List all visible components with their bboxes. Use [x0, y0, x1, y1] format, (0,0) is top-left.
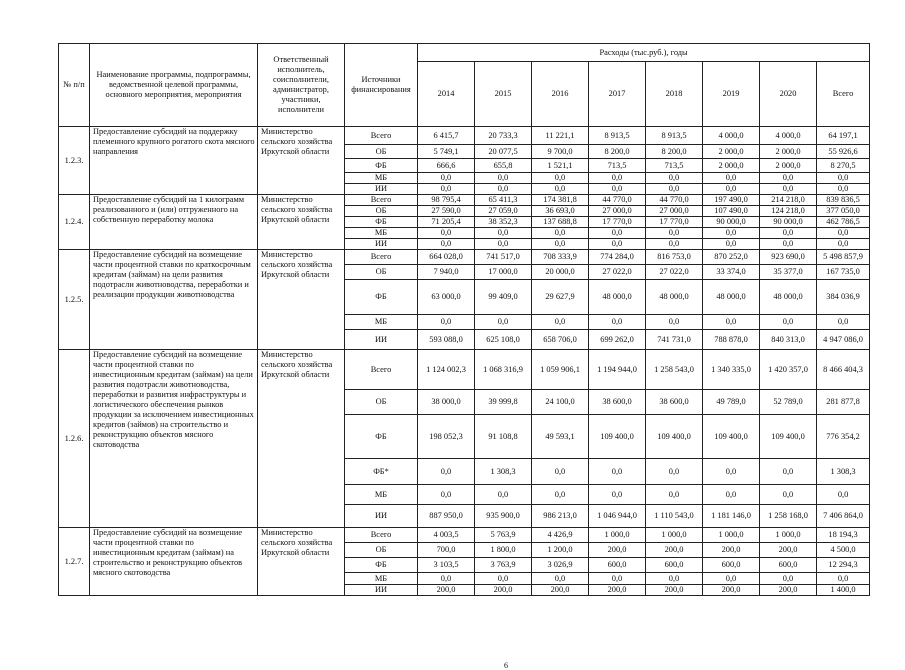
- cell-year-value: 0,0: [646, 184, 703, 195]
- cell-year-value: 36 693,0: [532, 206, 589, 217]
- item-responsible: Министерство сельского хозяйства Иркутской области: [258, 195, 345, 250]
- cell-year-value: 109 400,0: [760, 415, 817, 459]
- item-name: Предоставление субсидий на поддержку племенного крупного рогатого скота мясного направления: [90, 127, 258, 195]
- cell-year-value: 48 000,0: [760, 280, 817, 315]
- cell-year-value: 90 000,0: [703, 217, 760, 228]
- cell-year-value: 3 103,5: [418, 558, 475, 573]
- item-name: Предоставление субсидий на возмещение части процентной ставки по краткосрочным кредитам (займам) на цели развития подотрасли животноводства, переработки и реализации продукции животноводства: [90, 250, 258, 350]
- cell-year-value: 0,0: [532, 239, 589, 250]
- cell-year-value: 0,0: [532, 173, 589, 184]
- header-responsible: Ответственный исполнитель, соисполнители, администратор, участники, исполнители: [258, 44, 345, 127]
- cell-year-value: 0,0: [646, 573, 703, 585]
- cell-year-value: 1 181 146,0: [703, 505, 760, 528]
- cell-year-value: 8 913,5: [589, 127, 646, 145]
- cell-year-value: 35 377,0: [760, 265, 817, 280]
- cell-year-value: 713,5: [646, 159, 703, 173]
- cell-year-value: 1 000,0: [760, 528, 817, 543]
- cell-year-value: 741 517,0: [475, 250, 532, 265]
- cell-year-value: 8 913,5: [646, 127, 703, 145]
- cell-year-value: 625 108,0: [475, 330, 532, 350]
- table-row: [59, 250, 870, 265]
- cell-total: 5 498 857,9: [817, 250, 870, 265]
- cell-year-value: 593 088,0: [418, 330, 475, 350]
- table-row: [59, 195, 870, 206]
- cell-year-value: 816 753,0: [646, 250, 703, 265]
- cell-year-value: 655,8: [475, 159, 532, 173]
- header-source: Источники финансирования: [345, 44, 418, 127]
- cell-year-value: 197 490,0: [703, 195, 760, 206]
- cell-year-value: 0,0: [646, 459, 703, 485]
- cell-year-value: 200,0: [646, 585, 703, 596]
- cell-year-value: 1 046 944,0: [589, 505, 646, 528]
- cell-year-value: 708 333,9: [532, 250, 589, 265]
- cell-year-value: 0,0: [418, 573, 475, 585]
- cell-year-value: 0,0: [475, 228, 532, 239]
- cell-year-value: 1 000,0: [646, 528, 703, 543]
- cell-year-value: 20 077,5: [475, 145, 532, 159]
- cell-year-value: 9 700,0: [532, 145, 589, 159]
- cell-year-value: 24 100,0: [532, 390, 589, 415]
- item-number: 1.2.6.: [59, 350, 90, 528]
- header-name: Наименование программы, подпрограммы, ведомственной целевой программы, основного мероприятия, мероприятия: [90, 44, 258, 127]
- cell-year-value: 658 706,0: [532, 330, 589, 350]
- cell-year-value: 109 400,0: [703, 415, 760, 459]
- table-row: [59, 127, 870, 145]
- cell-year-value: 52 789,0: [760, 390, 817, 415]
- cell-year-value: 2 000,0: [703, 145, 760, 159]
- cell-year-value: 0,0: [760, 573, 817, 585]
- cell-year-value: 200,0: [703, 543, 760, 558]
- funding-source: МБ: [345, 173, 418, 184]
- cell-total: 384 036,9: [817, 280, 870, 315]
- cell-year-value: 2 000,0: [703, 159, 760, 173]
- cell-year-value: 0,0: [760, 459, 817, 485]
- cell-year-value: 0,0: [589, 459, 646, 485]
- cell-year-value: 109 400,0: [589, 415, 646, 459]
- cell-year-value: 38 352,3: [475, 217, 532, 228]
- item-responsible: Министерство сельского хозяйства Иркутской области: [258, 127, 345, 195]
- cell-total: 55 926,6: [817, 145, 870, 159]
- cell-total: 0,0: [817, 239, 870, 250]
- cell-year-value: 17 770,0: [589, 217, 646, 228]
- cell-year-value: 788 878,0: [703, 330, 760, 350]
- funding-source: ИИ: [345, 585, 418, 596]
- cell-year-value: 5 749,1: [418, 145, 475, 159]
- cell-year-value: 200,0: [589, 543, 646, 558]
- cell-year-value: 200,0: [532, 585, 589, 596]
- cell-year-value: 0,0: [418, 228, 475, 239]
- funding-source: ФБ*: [345, 459, 418, 485]
- cell-year-value: 20 733,3: [475, 127, 532, 145]
- item-number: 1.2.3.: [59, 127, 90, 195]
- header-year-2014: 2014: [418, 62, 475, 127]
- cell-total: 4 500,0: [817, 543, 870, 558]
- funding-source: Всего: [345, 528, 418, 543]
- cell-total: 7 406 864,0: [817, 505, 870, 528]
- cell-year-value: 174 381,8: [532, 195, 589, 206]
- cell-year-value: 3 763,9: [475, 558, 532, 573]
- cell-year-value: 0,0: [646, 239, 703, 250]
- cell-year-value: 0,0: [589, 485, 646, 505]
- page-number: 6: [504, 661, 508, 670]
- cell-year-value: 1 059 906,1: [532, 350, 589, 390]
- cell-year-value: 27 059,0: [475, 206, 532, 217]
- cell-year-value: 700,0: [418, 543, 475, 558]
- cell-total: 281 877,8: [817, 390, 870, 415]
- cell-year-value: 0,0: [418, 184, 475, 195]
- cell-total: 64 197,1: [817, 127, 870, 145]
- cell-total: 377 050,0: [817, 206, 870, 217]
- cell-year-value: 8 200,0: [646, 145, 703, 159]
- funding-source: ИИ: [345, 505, 418, 528]
- cell-year-value: 0,0: [760, 184, 817, 195]
- cell-year-value: 923 690,0: [760, 250, 817, 265]
- cell-year-value: 0,0: [646, 485, 703, 505]
- cell-year-value: 0,0: [703, 184, 760, 195]
- cell-year-value: 600,0: [589, 558, 646, 573]
- cell-year-value: 200,0: [703, 585, 760, 596]
- cell-total: 0,0: [817, 173, 870, 184]
- cell-year-value: 0,0: [475, 485, 532, 505]
- cell-year-value: 0,0: [646, 315, 703, 330]
- cell-year-value: 0,0: [589, 573, 646, 585]
- cell-year-value: 0,0: [532, 315, 589, 330]
- cell-year-value: 200,0: [760, 585, 817, 596]
- item-name: Предоставление субсидий на возмещение части процентной ставки по инвестиционным кредитам (займам) на строительство и реконструкцию объектов мясного скотоводства: [90, 528, 258, 596]
- cell-year-value: 0,0: [703, 573, 760, 585]
- cell-total: 0,0: [817, 485, 870, 505]
- cell-year-value: 124 218,0: [760, 206, 817, 217]
- funding-source: ФБ: [345, 415, 418, 459]
- cell-year-value: 0,0: [418, 315, 475, 330]
- cell-year-value: 200,0: [646, 543, 703, 558]
- cell-year-value: 48 000,0: [703, 280, 760, 315]
- cell-year-value: 0,0: [418, 173, 475, 184]
- cell-year-value: 27 022,0: [646, 265, 703, 280]
- cell-year-value: 200,0: [418, 585, 475, 596]
- cell-year-value: 935 900,0: [475, 505, 532, 528]
- cell-year-value: 107 490,0: [703, 206, 760, 217]
- cell-year-value: 1 420 357,0: [760, 350, 817, 390]
- cell-year-value: 44 770,0: [646, 195, 703, 206]
- header-year-2016: 2016: [532, 62, 589, 127]
- cell-year-value: 0,0: [760, 228, 817, 239]
- cell-year-value: 0,0: [760, 315, 817, 330]
- cell-total: 839 836,5: [817, 195, 870, 206]
- cell-year-value: 1 258 543,0: [646, 350, 703, 390]
- funding-source: Всего: [345, 195, 418, 206]
- cell-year-value: 27 022,0: [589, 265, 646, 280]
- cell-year-value: 4 000,0: [703, 127, 760, 145]
- cell-year-value: 38 600,0: [589, 390, 646, 415]
- cell-year-value: 39 999,8: [475, 390, 532, 415]
- cell-year-value: 38 000,0: [418, 390, 475, 415]
- header-num: № п/п: [59, 44, 90, 127]
- cell-year-value: 600,0: [703, 558, 760, 573]
- cell-year-value: 0,0: [418, 239, 475, 250]
- cell-year-value: 17 000,0: [475, 265, 532, 280]
- cell-total: 8 466 404,3: [817, 350, 870, 390]
- cell-year-value: 0,0: [703, 315, 760, 330]
- cell-year-value: 3 026,9: [532, 558, 589, 573]
- cell-year-value: 137 688,8: [532, 217, 589, 228]
- cell-total: 4 947 086,0: [817, 330, 870, 350]
- cell-year-value: 8 200,0: [589, 145, 646, 159]
- cell-year-value: 713,5: [589, 159, 646, 173]
- cell-year-value: 27 590,0: [418, 206, 475, 217]
- cell-year-value: 774 284,0: [589, 250, 646, 265]
- cell-year-value: 109 400,0: [646, 415, 703, 459]
- cell-year-value: 0,0: [475, 573, 532, 585]
- cell-year-value: 0,0: [703, 239, 760, 250]
- cell-year-value: 1 068 316,9: [475, 350, 532, 390]
- funding-source: ОБ: [345, 543, 418, 558]
- cell-total: 18 194,3: [817, 528, 870, 543]
- funding-source: ОБ: [345, 145, 418, 159]
- cell-year-value: 99 409,0: [475, 280, 532, 315]
- cell-year-value: 1 000,0: [589, 528, 646, 543]
- header-year-2017: 2017: [589, 62, 646, 127]
- cell-year-value: 0,0: [760, 239, 817, 250]
- cell-year-value: 0,0: [532, 228, 589, 239]
- cell-year-value: 1 308,3: [475, 459, 532, 485]
- cell-year-value: 0,0: [589, 228, 646, 239]
- cell-year-value: 887 950,0: [418, 505, 475, 528]
- header-year-2018: 2018: [646, 62, 703, 127]
- funding-source: МБ: [345, 315, 418, 330]
- cell-total: 0,0: [817, 573, 870, 585]
- cell-year-value: 0,0: [418, 459, 475, 485]
- budget-table-page: [58, 43, 869, 670]
- cell-year-value: 91 108,8: [475, 415, 532, 459]
- item-responsible: Министерство сельского хозяйства Иркутской области: [258, 350, 345, 528]
- cell-year-value: 198 052,3: [418, 415, 475, 459]
- cell-total: 0,0: [817, 184, 870, 195]
- funding-source: Всего: [345, 250, 418, 265]
- cell-year-value: 0,0: [646, 173, 703, 184]
- cell-year-value: 49 789,0: [703, 390, 760, 415]
- cell-year-value: 11 221,1: [532, 127, 589, 145]
- cell-year-value: 63 000,0: [418, 280, 475, 315]
- funding-source: ОБ: [345, 206, 418, 217]
- table-body: [59, 44, 870, 596]
- cell-year-value: 1 258 168,0: [760, 505, 817, 528]
- cell-year-value: 200,0: [760, 543, 817, 558]
- header-year-2020: 2020: [760, 62, 817, 127]
- cell-year-value: 0,0: [703, 485, 760, 505]
- cell-year-value: 0,0: [532, 573, 589, 585]
- cell-total: 167 735,0: [817, 265, 870, 280]
- cell-year-value: 27 000,0: [646, 206, 703, 217]
- item-responsible: Министерство сельского хозяйства Иркутской области: [258, 250, 345, 350]
- cell-year-value: 0,0: [475, 315, 532, 330]
- cell-year-value: 870 252,0: [703, 250, 760, 265]
- cell-year-value: 49 593,1: [532, 415, 589, 459]
- funding-source: ИИ: [345, 330, 418, 350]
- cell-year-value: 600,0: [646, 558, 703, 573]
- cell-year-value: 0,0: [589, 239, 646, 250]
- cell-year-value: 1 000,0: [703, 528, 760, 543]
- funding-source: Всего: [345, 350, 418, 390]
- header-year-2015: 2015: [475, 62, 532, 127]
- cell-year-value: 4 003,5: [418, 528, 475, 543]
- cell-year-value: 699 262,0: [589, 330, 646, 350]
- cell-total: 462 786,5: [817, 217, 870, 228]
- cell-total: 776 354,2: [817, 415, 870, 459]
- funding-source: ИИ: [345, 184, 418, 195]
- cell-year-value: 65 411,3: [475, 195, 532, 206]
- cell-year-value: 664 028,0: [418, 250, 475, 265]
- cell-year-value: 2 000,0: [760, 145, 817, 159]
- cell-year-value: 0,0: [646, 228, 703, 239]
- cell-year-value: 0,0: [475, 184, 532, 195]
- cell-year-value: 0,0: [760, 485, 817, 505]
- cell-year-value: 6 415,7: [418, 127, 475, 145]
- item-number: 1.2.5.: [59, 250, 90, 350]
- item-number: 1.2.7.: [59, 528, 90, 596]
- funding-source: ФБ: [345, 280, 418, 315]
- item-responsible: Министерство сельского хозяйства Иркутской области: [258, 528, 345, 596]
- cell-year-value: 0,0: [589, 184, 646, 195]
- cell-total: 0,0: [817, 228, 870, 239]
- cell-year-value: 5 763,9: [475, 528, 532, 543]
- cell-year-value: 600,0: [760, 558, 817, 573]
- cell-total: 1 308,3: [817, 459, 870, 485]
- cell-year-value: 741 731,0: [646, 330, 703, 350]
- cell-total: 0,0: [817, 315, 870, 330]
- cell-year-value: 0,0: [418, 485, 475, 505]
- cell-year-value: 0,0: [532, 459, 589, 485]
- cell-year-value: 1 124 002,3: [418, 350, 475, 390]
- cell-year-value: 90 000,0: [760, 217, 817, 228]
- table-row: [59, 528, 870, 543]
- cell-year-value: 0,0: [532, 485, 589, 505]
- cell-year-value: 4 426,9: [532, 528, 589, 543]
- cell-year-value: 214 218,0: [760, 195, 817, 206]
- cell-year-value: 986 213,0: [532, 505, 589, 528]
- header-year-2019: 2019: [703, 62, 760, 127]
- cell-year-value: 0,0: [475, 239, 532, 250]
- cell-year-value: 1 194 944,0: [589, 350, 646, 390]
- funding-source: МБ: [345, 228, 418, 239]
- cell-year-value: 0,0: [532, 184, 589, 195]
- cell-year-value: 0,0: [703, 459, 760, 485]
- header-total: Всего: [817, 62, 870, 127]
- cell-year-value: 38 600,0: [646, 390, 703, 415]
- cell-year-value: 0,0: [703, 173, 760, 184]
- funding-source: ФБ: [345, 558, 418, 573]
- header-row-top: [59, 44, 870, 62]
- cell-year-value: 44 770,0: [589, 195, 646, 206]
- cell-year-value: 17 770,0: [646, 217, 703, 228]
- cell-total: 1 400,0: [817, 585, 870, 596]
- funding-source: ИИ: [345, 239, 418, 250]
- cell-year-value: 48 000,0: [589, 280, 646, 315]
- funding-source: МБ: [345, 485, 418, 505]
- cell-year-value: 48 000,0: [646, 280, 703, 315]
- cell-year-value: 1 800,0: [475, 543, 532, 558]
- cell-year-value: 1 521,1: [532, 159, 589, 173]
- item-name: Предоставление субсидий на возмещение части процентной ставки по инвестиционным кредитам (займам) на цели развития подотрасли животноводства, переработки и развития инфраструктуры и логистического обеспечения рынков продукции за исключением инвестиционных кредитов (займов) на строительство и реконструкцию объектов мясного скотоводства: [90, 350, 258, 528]
- cell-year-value: 33 374,0: [703, 265, 760, 280]
- cell-year-value: 1 200,0: [532, 543, 589, 558]
- cell-year-value: 0,0: [589, 315, 646, 330]
- cell-year-value: 0,0: [589, 173, 646, 184]
- cell-year-value: 27 000,0: [589, 206, 646, 217]
- table-row: [59, 350, 870, 390]
- cell-total: 8 270,5: [817, 159, 870, 173]
- cell-year-value: 98 795,4: [418, 195, 475, 206]
- cell-year-value: 840 313,0: [760, 330, 817, 350]
- cell-year-value: 0,0: [475, 173, 532, 184]
- cell-year-value: 71 205,4: [418, 217, 475, 228]
- cell-year-value: 29 627,9: [532, 280, 589, 315]
- cell-year-value: 200,0: [475, 585, 532, 596]
- cell-year-value: 4 000,0: [760, 127, 817, 145]
- funding-source: ФБ: [345, 159, 418, 173]
- cell-year-value: 0,0: [760, 173, 817, 184]
- cell-total: 12 294,3: [817, 558, 870, 573]
- funding-source: ФБ: [345, 217, 418, 228]
- budget-table: [58, 43, 870, 596]
- header-expenses: Расходы (тыс.руб.), годы: [418, 44, 870, 62]
- cell-year-value: 2 000,0: [760, 159, 817, 173]
- funding-source: ОБ: [345, 390, 418, 415]
- funding-source: Всего: [345, 127, 418, 145]
- cell-year-value: 0,0: [703, 228, 760, 239]
- funding-source: ОБ: [345, 265, 418, 280]
- item-number: 1.2.4.: [59, 195, 90, 250]
- cell-year-value: 1 340 335,0: [703, 350, 760, 390]
- cell-year-value: 666,6: [418, 159, 475, 173]
- cell-year-value: 1 110 543,0: [646, 505, 703, 528]
- funding-source: МБ: [345, 573, 418, 585]
- cell-year-value: 200,0: [589, 585, 646, 596]
- cell-year-value: 20 000,0: [532, 265, 589, 280]
- item-name: Предоставление субсидий на 1 килограмм реализованного и (или) отгруженного на собственную переработку молока: [90, 195, 258, 250]
- cell-year-value: 7 940,0: [418, 265, 475, 280]
